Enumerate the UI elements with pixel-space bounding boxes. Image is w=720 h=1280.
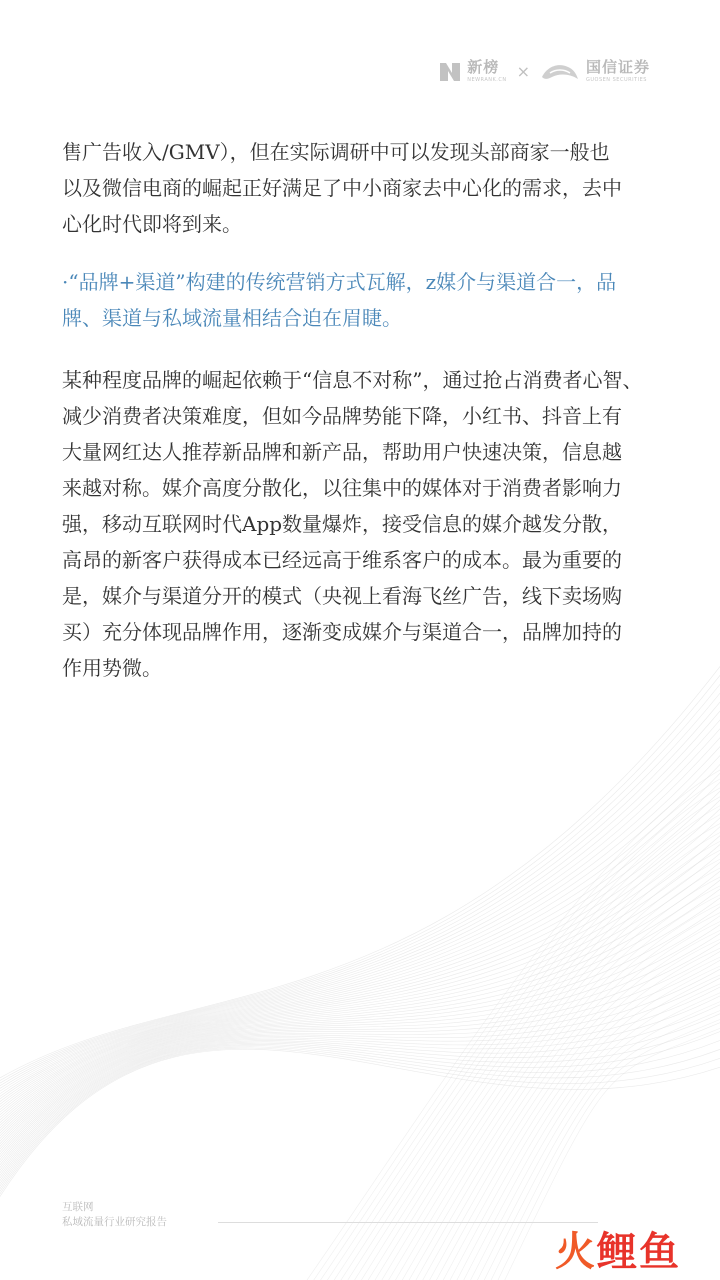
footer-report-title (62, 1200, 167, 1230)
text-line: 是，媒介与渠道分开的模式（央视上看海飞丝广告，线下卖场购 (62, 584, 622, 608)
guosen-logo-subtext: GUOSEN SECURITIES (585, 77, 647, 83)
watermark-char-3: 鱼 (639, 1229, 679, 1275)
watermark-logo (555, 1229, 679, 1275)
newrank-logo-subtext: NEWRANK.CN (467, 77, 507, 83)
paragraph-3 (62, 362, 672, 686)
footer-line-1: 互联网 (62, 1201, 94, 1213)
newrank-logo-text: 新榜 (467, 58, 500, 76)
watermark-char-2: 鲤 (597, 1229, 637, 1275)
header-logos (439, 60, 650, 83)
text-line: ·“品牌+渠道”构建的传统营销方式瓦解，z媒介与渠道合一，品 (62, 270, 617, 294)
watermark-char-1: 火 (555, 1229, 595, 1275)
highlight-paragraph (62, 264, 672, 336)
text-line: 以及微信电商的崛起正好满足了中小商家去中心化的需求，去中 (62, 176, 622, 200)
text-line: 大量网红达人推荐新品牌和新产品，帮助用户快速决策，信息越 (62, 440, 622, 464)
guosen-logo-text: 国信证券 (585, 58, 650, 76)
newrank-logo (439, 60, 506, 83)
text-line: 高昂的新客户获得成本已经远高于维系客户的成本。最为重要的 (62, 548, 622, 572)
footer-line-2: 私域流量行业研究报告 (62, 1216, 167, 1228)
text-line: 牌、渠道与私域流量相结合迫在眉睫。 (62, 306, 402, 330)
text-line: 作用势微。 (62, 656, 162, 680)
paragraph-1 (62, 134, 672, 242)
guosen-logo-icon (540, 61, 580, 83)
text-line: 某种程度品牌的崛起依赖于“信息不对称”，通过抢占消费者心智、 (62, 368, 643, 392)
text-line: 减少消费者决策难度，但如今品牌势能下降，小红书、抖音上有 (62, 404, 622, 428)
text-line: 心化时代即将到来。 (62, 212, 242, 236)
footer-divider (218, 1222, 598, 1223)
text-line: 来越对称。媒介高度分散化，以往集中的媒体对于消费者影响力 (62, 476, 622, 500)
logo-separator: × (516, 62, 530, 81)
guosen-logo (540, 60, 650, 83)
article-body (62, 134, 672, 686)
text-line: 买）充分体现品牌作用，逐渐变成媒介与渠道合一，品牌加持的 (62, 620, 622, 644)
text-line: 售广告收入/GMV），但在实际调研中可以发现头部商家一般也 (62, 140, 610, 164)
newrank-logo-icon (439, 62, 461, 82)
text-line: 强，移动互联网时代App数量爆炸，接受信息的媒介越发分散， (62, 512, 623, 536)
